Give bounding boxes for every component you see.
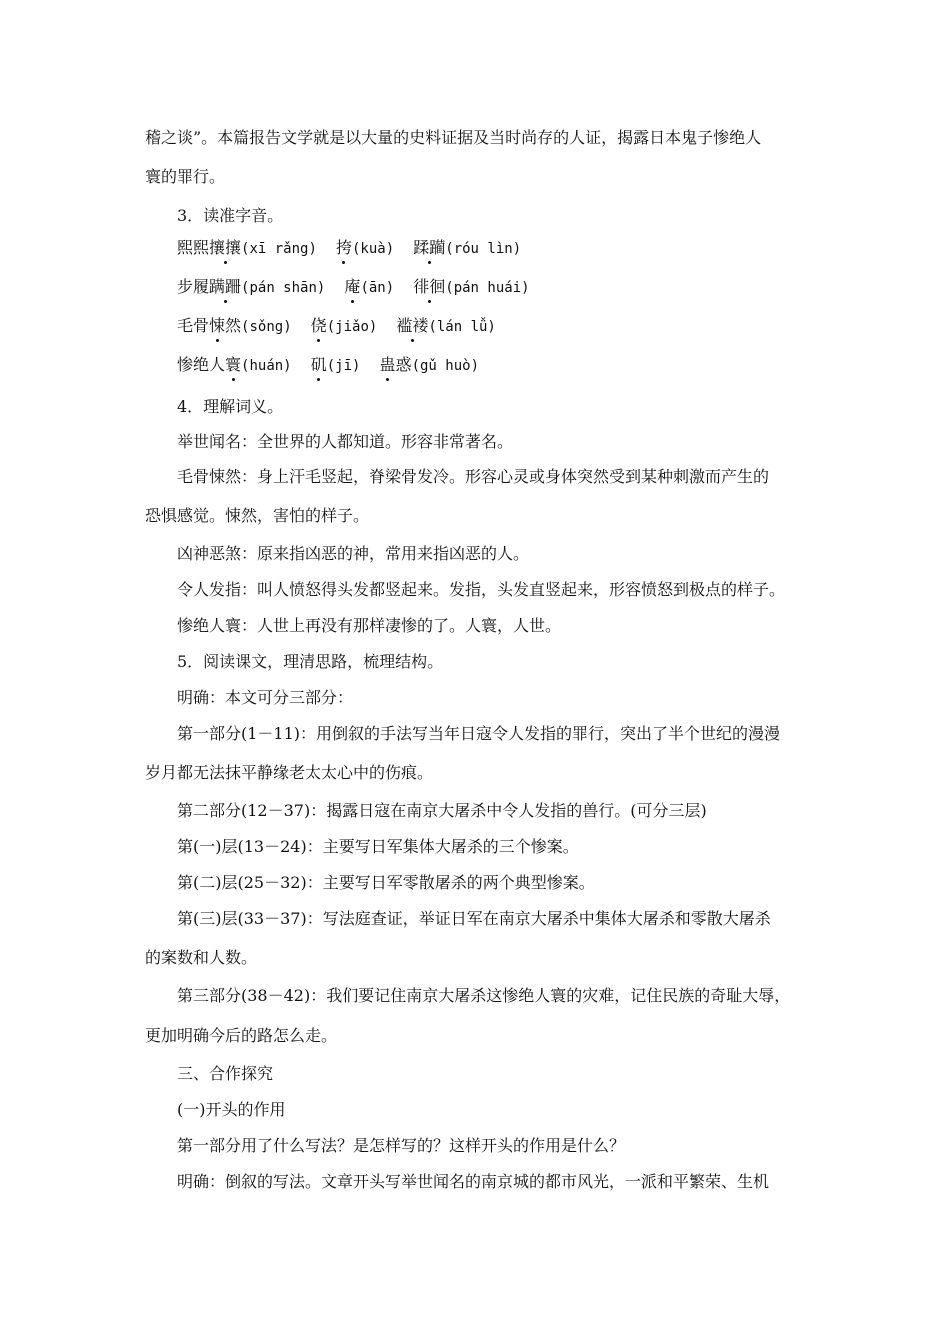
word-item: 熙熙攘攘(xī rǎng) (177, 238, 317, 257)
word-item: 毛骨悚然(sǒng) (177, 316, 292, 335)
pronunciation-row (177, 316, 496, 337)
paragraph-line: 寰的罪行。 (145, 167, 226, 186)
paragraph-line: 第(一)层(13－24)：主要写日军集体大屠杀的三个惨案。 (177, 837, 579, 856)
subsection-heading: (一)开头的作用 (177, 1100, 286, 1119)
paragraph-line: 更加明确今后的路怎么走。 (145, 1026, 338, 1045)
section-heading: 三、合作探究 (177, 1064, 274, 1083)
word-item: 蹂躏(róu lìn) (413, 238, 522, 257)
paragraph-line: 稽之谈”。本篇报告文学就是以大量的史料证据及当时尚存的人证，揭露日本鬼子惨绝人 (145, 128, 762, 147)
paragraph-line: 惨绝人寰：人世上再没有那样凄惨的了。人寰，人世。 (177, 616, 562, 635)
paragraph-line: 令人发指：叫人愤怒得头发都竖起来。发指，头发直竖起来，形容愤怒到极点的样子。 (177, 580, 786, 599)
word-item: 蛊惑(gǔ huò) (379, 355, 479, 374)
word-item: 褴褛(lán lǚ) (396, 316, 496, 335)
paragraph-line: 毛骨悚然：身上汗毛竖起，脊梁骨发冷。形容心灵或身体突然受到某种刺激而产生的 (177, 467, 770, 486)
paragraph-line: 明确：本文可分三部分： (177, 688, 354, 707)
section-heading: 3．读准字音。 (177, 206, 284, 225)
word-item: 矶(jī) (310, 355, 361, 374)
paragraph-line: 明确：倒叙的写法。文章开头写举世闻名的南京城的都市风光，一派和平繁荣、生机 (177, 1172, 770, 1191)
word-item: 步履蹒跚(pán shān) (177, 277, 326, 296)
paragraph-line: 岁月都无法抹平静缘老太太心中的伤痕。 (145, 763, 434, 782)
word-item: 徘徊(pán huái) (413, 277, 530, 296)
paragraph-line: 第二部分(12－37)：揭露日寇在南京大屠杀中令人发指的兽行。(可分三层) (177, 801, 707, 820)
paragraph-line: 的案数和人数。 (145, 948, 258, 967)
word-item: 侥(jiǎo) (310, 316, 378, 335)
pronunciation-row (177, 277, 530, 298)
paragraph-line: 举世闻名：全世界的人都知道。形容非常著名。 (177, 432, 514, 451)
paragraph-line: 第一部分用了什么写法？是怎样写的？这样开头的作用是什么？ (177, 1136, 626, 1155)
paragraph-line: 凶神恶煞：原来指凶恶的神，常用来指凶恶的人。 (177, 544, 530, 563)
word-item: 庵(ān) (344, 277, 395, 296)
word-item: 惨绝人寰(huán) (177, 355, 292, 374)
paragraph-line: 恐惧感觉。悚然，害怕的样子。 (145, 506, 370, 525)
pronunciation-row (177, 355, 479, 376)
section-heading: 5．阅读课文，理清思路，梳理结构。 (177, 652, 444, 671)
paragraph-line: 第三部分(38－42)：我们要记住南京大屠杀这惨绝人寰的灾难，记住民族的奇耻大辱， (177, 986, 791, 1005)
pronunciation-row (177, 238, 521, 259)
paragraph-line: 第(三)层(33－37)：写法庭查证，举证日军在南京大屠杀中集体大屠杀和零散大屠杀 (177, 909, 771, 928)
paragraph-line: 第一部分(1－11)：用倒叙的手法写当年日寇令人发指的罪行，突出了半个世纪的漫漫 (177, 724, 781, 743)
paragraph-line: 第(二)层(25－32)：主要写日军零散屠杀的两个典型惨案。 (177, 873, 595, 892)
section-heading: 4．理解词义。 (177, 397, 284, 416)
word-item: 挎(kuà) (335, 238, 395, 257)
